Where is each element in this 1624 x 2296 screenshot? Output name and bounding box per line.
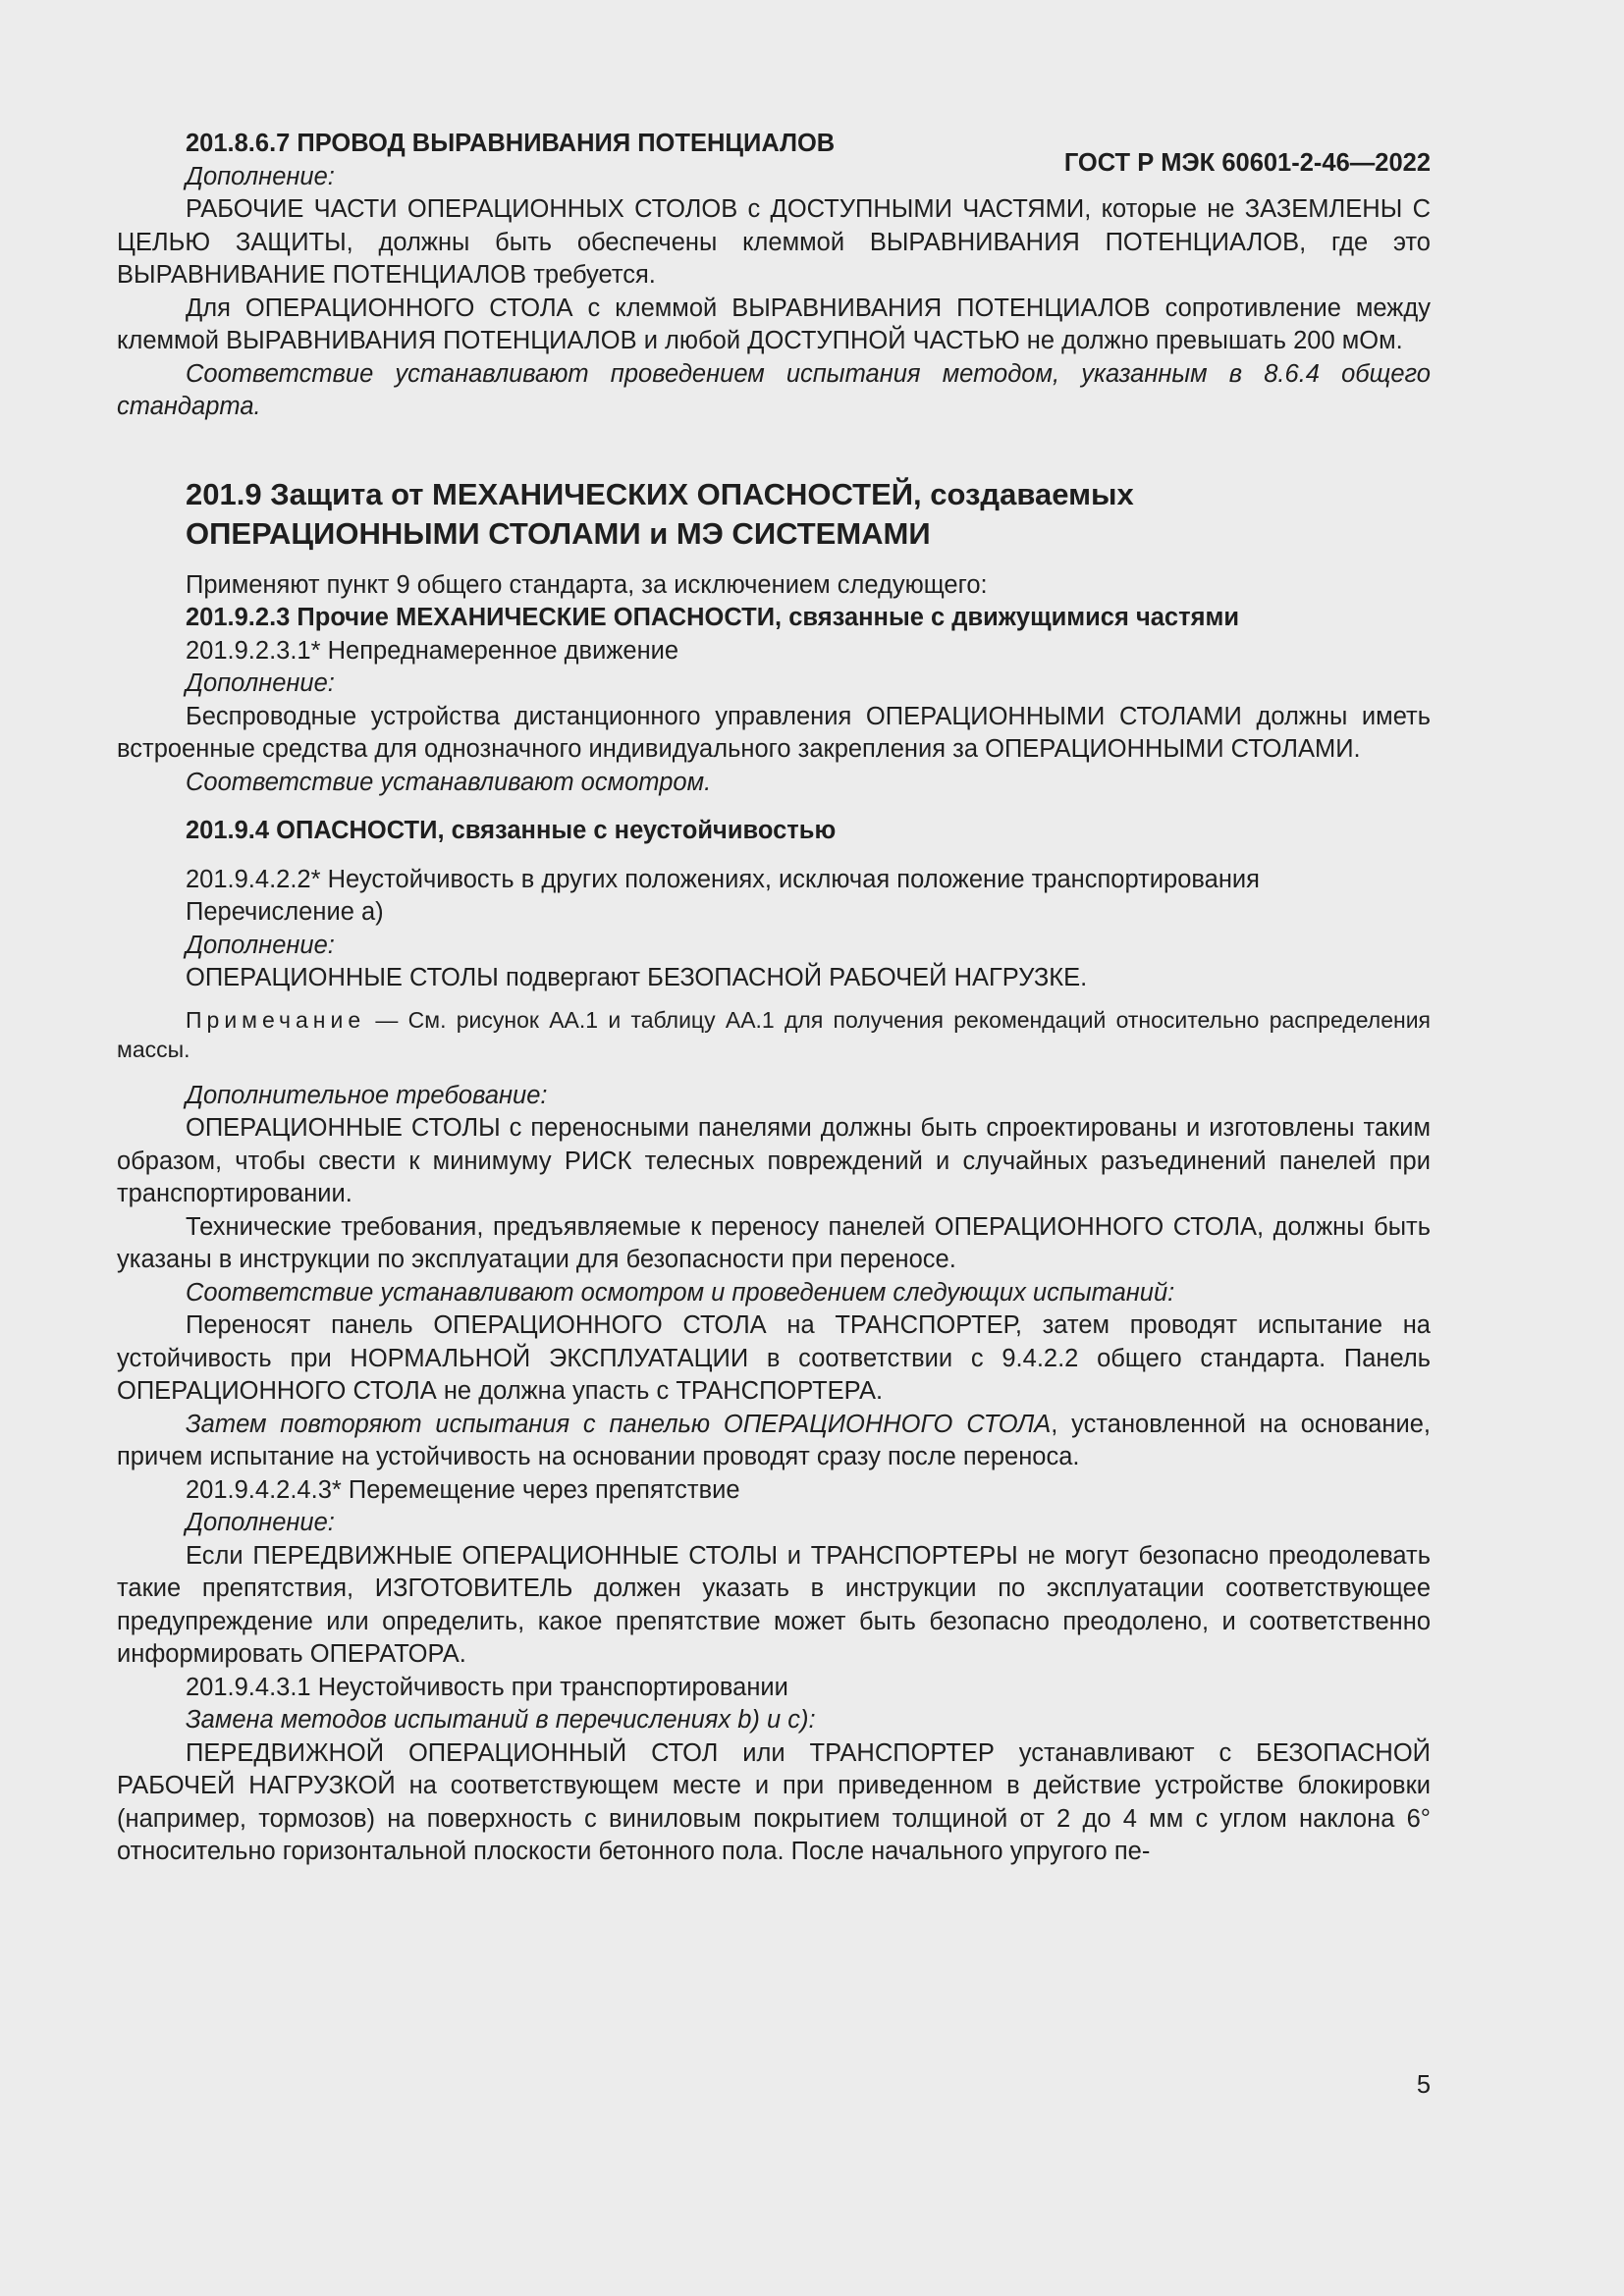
page-number: 5 [1416, 2071, 1431, 2099]
paragraph: Беспроводные устройства дистанционного управления ОПЕРАЦИОННЫМИ СТОЛАМИ должны иметь встроенные средства для однозначного индивидуального закрепления за ОПЕРАЦИОННЫМИ СТОЛАМИ. [117, 702, 1431, 763]
section-heading-201-9-line2: ОПЕРАЦИОННЫМИ СТОЛАМИ и МЭ СИСТЕМАМИ [186, 515, 931, 551]
clause-title: 201.9.4.3.1 Неустойчивость при транспортировании [186, 1673, 788, 1701]
paragraph: РАБОЧИЕ ЧАСТИ ОПЕРАЦИОННЫХ СТОЛОВ с ДОСТУПНЫМИ ЧАСТЯМИ, которые не ЗАЗЕМЛЕНЫ С ЦЕЛЬЮ ЗАЩИТЫ, должны быть обеспечены клеммой ВЫРАВНИВАНИЯ ПОТЕНЦИАЛОВ, где это ВЫРАВНИВАНИЕ ПОТЕНЦИАЛОВ требуется. [117, 195, 1431, 289]
document-code-header: ГОСТ Р МЭК 60601-2-46—2022 [1063, 149, 1431, 177]
paragraph: Технические требования, предъявляемые к переносу панелей ОПЕРАЦИОННОГО СТОЛА, должны быть указаны в инструкции по эксплуатации для безопасности при переносе. [117, 1212, 1431, 1273]
addition-label: Дополнение: [186, 1509, 335, 1536]
addition-label: Дополнение: [186, 931, 335, 959]
paragraph: ОПЕРАЦИОННЫЕ СТОЛЫ с переносными панелями должны быть спроектированы и изготовлены таким образом, чтобы свести к минимуму РИСК телесных повреждений и случайных разъединений панелей при транспортировании. [117, 1114, 1431, 1207]
paragraph: Для ОПЕРАЦИОННОГО СТОЛА с клеммой ВЫРАВНИВАНИЯ ПОТЕНЦИАЛОВ сопротивление между клеммой ВЫРАВНИВАНИЯ ПОТЕНЦИАЛОВ и любой ДОСТУПНОЙ ЧАСТЬЮ не должно превышать 200 мОм. [117, 294, 1431, 354]
note-text: — См. рисунок АА.1 и таблицу АА.1 для получения рекомендаций относительно распределения массы. [117, 1006, 1431, 1062]
paragraph: Если ПЕРЕДВИЖНЫЕ ОПЕРАЦИОННЫЕ СТОЛЫ и ТРАНСПОРТЕРЫ не могут безопасно преодолевать такие препятствия, ИЗГОТОВИТЕЛЬ должен указать в инструкции по эксплуатации соответствующее предупреждение или определить, какое препятствие может быть безопасно преодолено, и соответственно информировать ОПЕРАТОРА. [117, 1541, 1431, 1668]
paragraph-rest: , установленной на основание, причем испытание на устойчивость на основании проводят сразу после переноса. [117, 1410, 1431, 1470]
section-heading-201-8-6-7: 201.8.6.7 ПРОВОД ВЫРАВНИВАНИЯ ПОТЕНЦИАЛОВ [186, 130, 836, 157]
enumeration-label: Перечисление а) [186, 898, 384, 926]
section-heading-201-9-line1: 201.9 Защита от МЕХАНИЧЕСКИХ ОПАСНОСТЕЙ, создаваемых [186, 476, 1134, 511]
paragraph: ОПЕРАЦИОННЫЕ СТОЛЫ подвергают БЕЗОПАСНОЙ РАБОЧЕЙ НАГРУЗКЕ. [186, 964, 1088, 991]
paragraph [117, 1409, 1431, 1474]
subsection-heading-201-9-4: 201.9.4 ОПАСНОСТИ, связанные с неустойчивостью [186, 817, 837, 844]
note-label: Примечание [186, 1006, 366, 1033]
section-intro: Применяют пункт 9 общего стандарта, за исключением следующего: [186, 570, 988, 599]
clause-title: 201.9.4.2.2* Неустойчивость в других положениях, исключая положение транспортирования [186, 865, 1260, 893]
additional-requirement-label: Дополнительное требование: [186, 1081, 548, 1109]
clause-title: 201.9.4.2.4.3* Перемещение через препятствие [186, 1475, 740, 1504]
page-body [117, 128, 1431, 1869]
subsection-heading-201-9-2-3: 201.9.2.3 Прочие МЕХАНИЧЕСКИЕ ОПАСНОСТИ, связанные с движущимися частями [186, 604, 1240, 631]
compliance-text: Соответствие устанавливают осмотром. [186, 768, 712, 796]
clause-title: 201.9.2.3.1* Непреднамеренное движение [186, 636, 679, 665]
addition-label: Дополнение: [186, 162, 335, 190]
compliance-text: Соответствие устанавливают осмотром и проведением следующих испытаний: [186, 1278, 1175, 1307]
paragraph: Переносят панель ОПЕРАЦИОННОГО СТОЛА на ТРАНСПОРТЕР, затем проводят испытание на устойчивость при НОРМАЛЬНОЙ ЭКСПЛУАТАЦИИ в соответствии с 9.4.2.2 общего стандарта. Панель ОПЕРАЦИОННОГО СТОЛА не должна упасть с ТРАНСПОРТЕРА. [117, 1311, 1431, 1405]
paragraph-italic-part: Затем повторяют испытания с панелью ОПЕРАЦИОННОГО СТОЛА [186, 1410, 1052, 1438]
addition-label: Дополнение: [186, 669, 335, 697]
note [117, 1005, 1431, 1064]
paragraph: ПЕРЕДВИЖНОЙ ОПЕРАЦИОННЫЙ СТОЛ или ТРАНСПОРТЕР устанавливают с БЕЗОПАСНОЙ РАБОЧЕЙ НАГРУЗКОЙ на соответствующем месте и при приведенном в действие устройстве блокировки (например, тормозов) на поверхность с виниловым покрытием толщиной от 2 до 4 мм с углом наклона 6° относительно горизонтальной плоскости бетонного пола. После начального упругого пе- [117, 1738, 1431, 1865]
compliance-text: Соответствие устанавливают проведением испытания методом, указанным в 8.6.4 общего стандарта. [117, 359, 1431, 420]
replacement-label: Замена методов испытаний в перечислениях b) и с): [186, 1706, 816, 1734]
